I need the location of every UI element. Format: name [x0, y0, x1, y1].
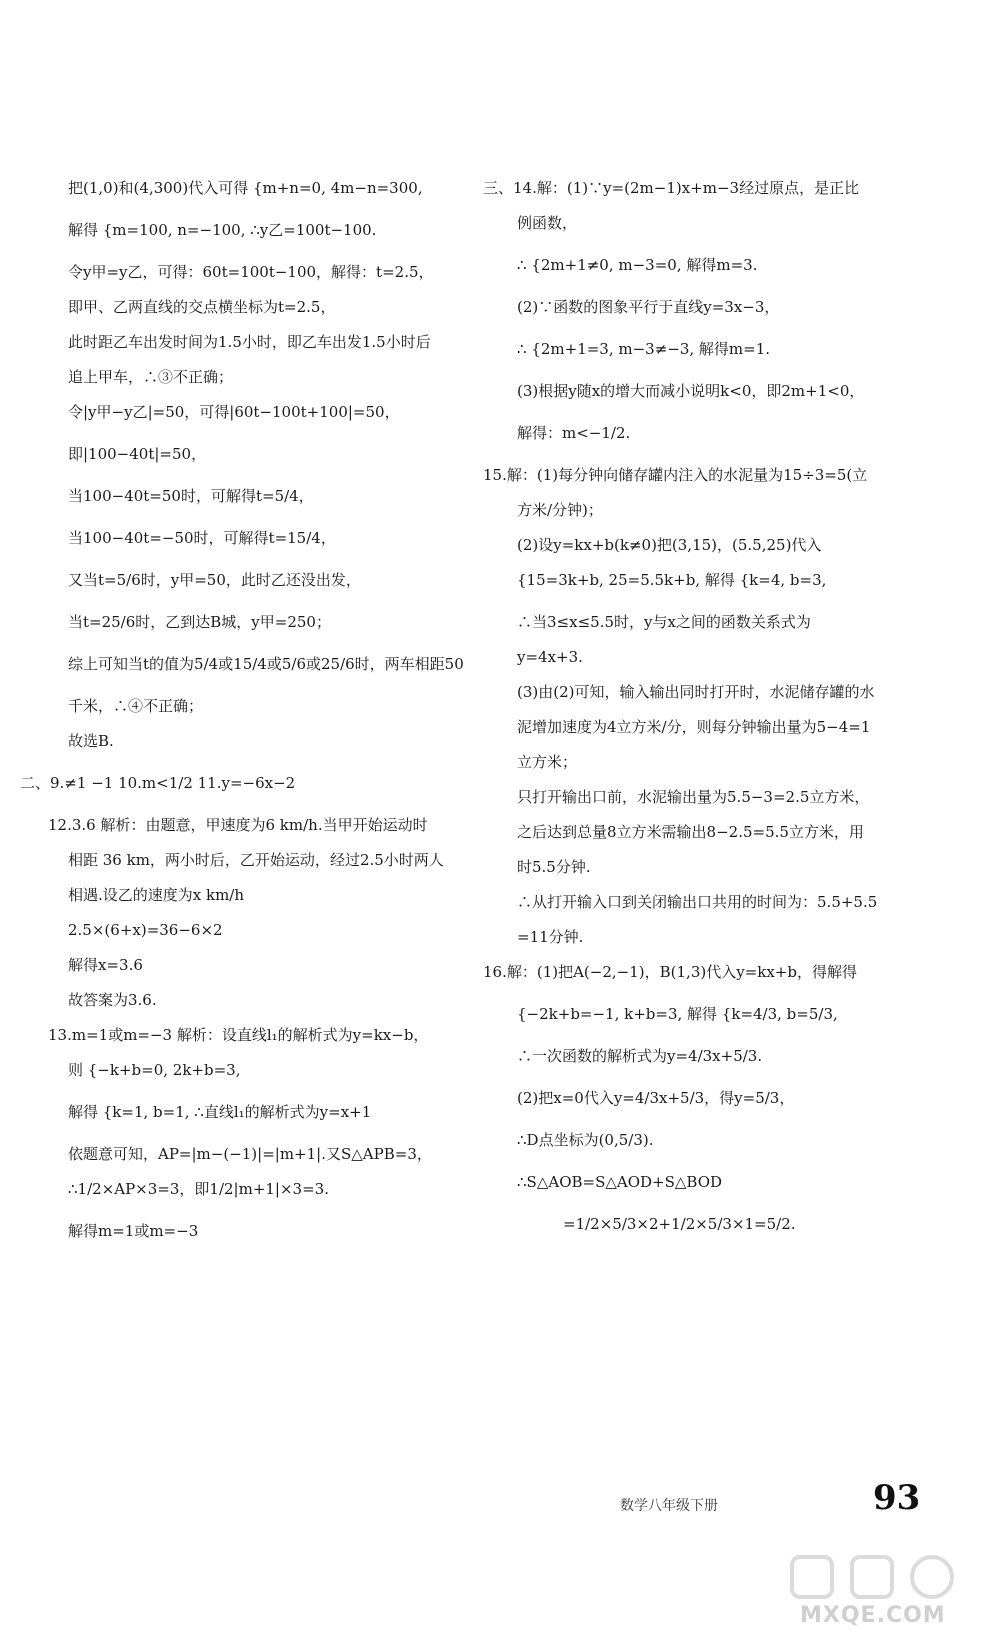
text-line: 方米/分钟)； — [517, 501, 603, 519]
text-line: 12.3.6 解析：由题意，甲速度为6 km/h.当甲开始运动时 — [48, 816, 428, 834]
text-line: 二、9.≠1 −1 10.m<1/2 11.y=−6x−2 — [20, 774, 296, 792]
text-line: 当t=25/6时，乙到达B城，y甲=250； — [68, 613, 331, 631]
text-line: 追上甲车，∴③不正确； — [68, 368, 234, 386]
left-column — [20, 176, 468, 1254]
watermark-glyph-icon — [790, 1555, 834, 1599]
text-line: 故答案为3.6. — [68, 991, 157, 1009]
text-line: 则 {−k+b=0, 2k+b=3, — [68, 1061, 241, 1079]
text-line: 15.解：(1)每分钟向储存罐内注入的水泥量为15÷3=5(立 — [483, 466, 868, 484]
text-line: {15=3k+b, 25=5.5k+b, 解得 {k=4, b=3, — [517, 571, 827, 589]
text-line: 把(1,0)和(4,300)代入可得 {m+n=0, 4m−n=300, — [68, 179, 423, 197]
text-line: 即甲、乙两直线的交点横坐标为t=2.5， — [68, 298, 336, 316]
text-line: 13.m=1或m=−3 解析：设直线l₁的解析式为y=kx−b， — [48, 1026, 429, 1044]
text-line: =11分钟. — [517, 928, 584, 946]
footer-book-title: 数学八年级下册 — [620, 1498, 718, 1514]
text-line: 令y甲=y乙，可得：60t=100t−100，解得：t=2.5， — [68, 263, 434, 281]
text-line: 综上可知当t的值为5/4或15/4或5/6或25/6时，两车相距50 — [68, 655, 464, 673]
text-line: 解得：m<−1/2. — [517, 424, 631, 442]
text-line: {−2k+b=−1, k+b=3, 解得 {k=4/3, b=5/3, — [517, 1005, 838, 1023]
text-line: 令|y甲−y乙|=50，可得|60t−100t+100|=50， — [68, 403, 400, 421]
watermark-glyph-icon — [850, 1555, 894, 1599]
watermark-text: MXQE.COM — [800, 1603, 946, 1628]
watermark-logo — [770, 1555, 980, 1635]
text-line: 故选B. — [68, 732, 114, 750]
text-line: ∴ {2m+1=3, m−3≠−3, 解得m=1. — [517, 340, 771, 358]
text-line: 当100−40t=−50时，可解得t=15/4， — [68, 529, 336, 547]
text-line: 依题意可知，AP=|m−(−1)|=|m+1|.又S△APB=3， — [68, 1145, 432, 1163]
text-line: 解得 {k=1, b=1, ∴直线l₁的解析式为y=x+1 — [68, 1103, 372, 1121]
text-line: 此时距乙车出发时间为1.5小时，即乙车出发1.5小时后 — [68, 333, 431, 351]
text-line: 千米，∴④不正确； — [68, 697, 204, 715]
text-line: (3)根据y随x的增大而减小说明k<0，即2m+1<0， — [517, 382, 865, 400]
text-line: ∴1/2×AP×3=3，即1/2|m+1|×3=3. — [68, 1180, 329, 1198]
text-line: (2)把x=0代入y=4/3x+5/3，得y=5/3， — [517, 1089, 795, 1107]
text-line: 时5.5分钟. — [517, 858, 591, 876]
text-line: ∴从打开输入口到关闭输出口共用的时间为：5.5+5.5 — [517, 893, 878, 911]
text-line: 相遇.设乙的速度为x km/h — [68, 886, 245, 904]
text-line: 解得m=1或m=−3 — [68, 1222, 199, 1240]
text-line: ∴当3≤x≤5.5时，y与x之间的函数关系式为 — [517, 613, 811, 631]
text-line: ∴一次函数的解析式为y=4/3x+5/3. — [517, 1047, 763, 1065]
text-line: 即|100−40t|=50， — [68, 445, 207, 463]
text-line: ∴D点坐标为(0,5/3). — [517, 1131, 654, 1149]
text-line: 立方米； — [517, 753, 578, 771]
text-line: (2)∵函数的图象平行于直线y=3x−3， — [517, 298, 780, 316]
text-line: 例函数， — [517, 214, 578, 232]
text-line: 又当t=5/6时，y甲=50，此时乙还没出发， — [68, 571, 361, 589]
watermark-glyph-icon — [910, 1555, 954, 1599]
text-line: 当100−40t=50时，可解得t=5/4， — [68, 487, 314, 505]
text-line: 解得x=3.6 — [68, 956, 143, 974]
text-line: 之后达到总量8立方米需输出8−2.5=5.5立方米，用 — [517, 823, 864, 841]
page-number: 93 — [873, 1478, 921, 1518]
text-line: 解得 {m=100, n=−100, ∴y乙=100t−100. — [68, 221, 377, 239]
text-line: ∴S△AOB=S△AOD+S△BOD — [517, 1173, 723, 1191]
text-line: y=4x+3. — [517, 648, 583, 666]
text-line: 2.5×(6+x)=36−6×2 — [68, 921, 223, 939]
text-line: (2)设y=kx+b(k≠0)把(3,15)，(5.5,25)代入 — [517, 536, 822, 554]
text-line: =1/2×5/3×2+1/2×5/3×1=5/2. — [563, 1215, 796, 1233]
text-line: 16.解：(1)把A(−2,−1)，B(1,3)代入y=kx+b，得解得 — [483, 963, 857, 981]
text-line: 相距 36 km，两小时后，乙开始运动，经过2.5小时两人 — [68, 851, 444, 869]
text-line: 三、14.解：(1)∵y=(2m−1)x+m−3经过原点，是正比 — [483, 179, 860, 197]
text-line: 只打开输出口前，水泥输出量为5.5−3=2.5立方米， — [517, 788, 870, 806]
right-column — [483, 176, 933, 1247]
text-line: ∴ {2m+1≠0, m−3=0, 解得m=3. — [517, 256, 758, 274]
text-line: (3)由(2)可知，输入输出同时打开时，水泥储存罐的水 — [517, 683, 875, 701]
text-line: 泥增加速度为4立方米/分，则每分钟输出量为5−4=1 — [517, 718, 871, 736]
